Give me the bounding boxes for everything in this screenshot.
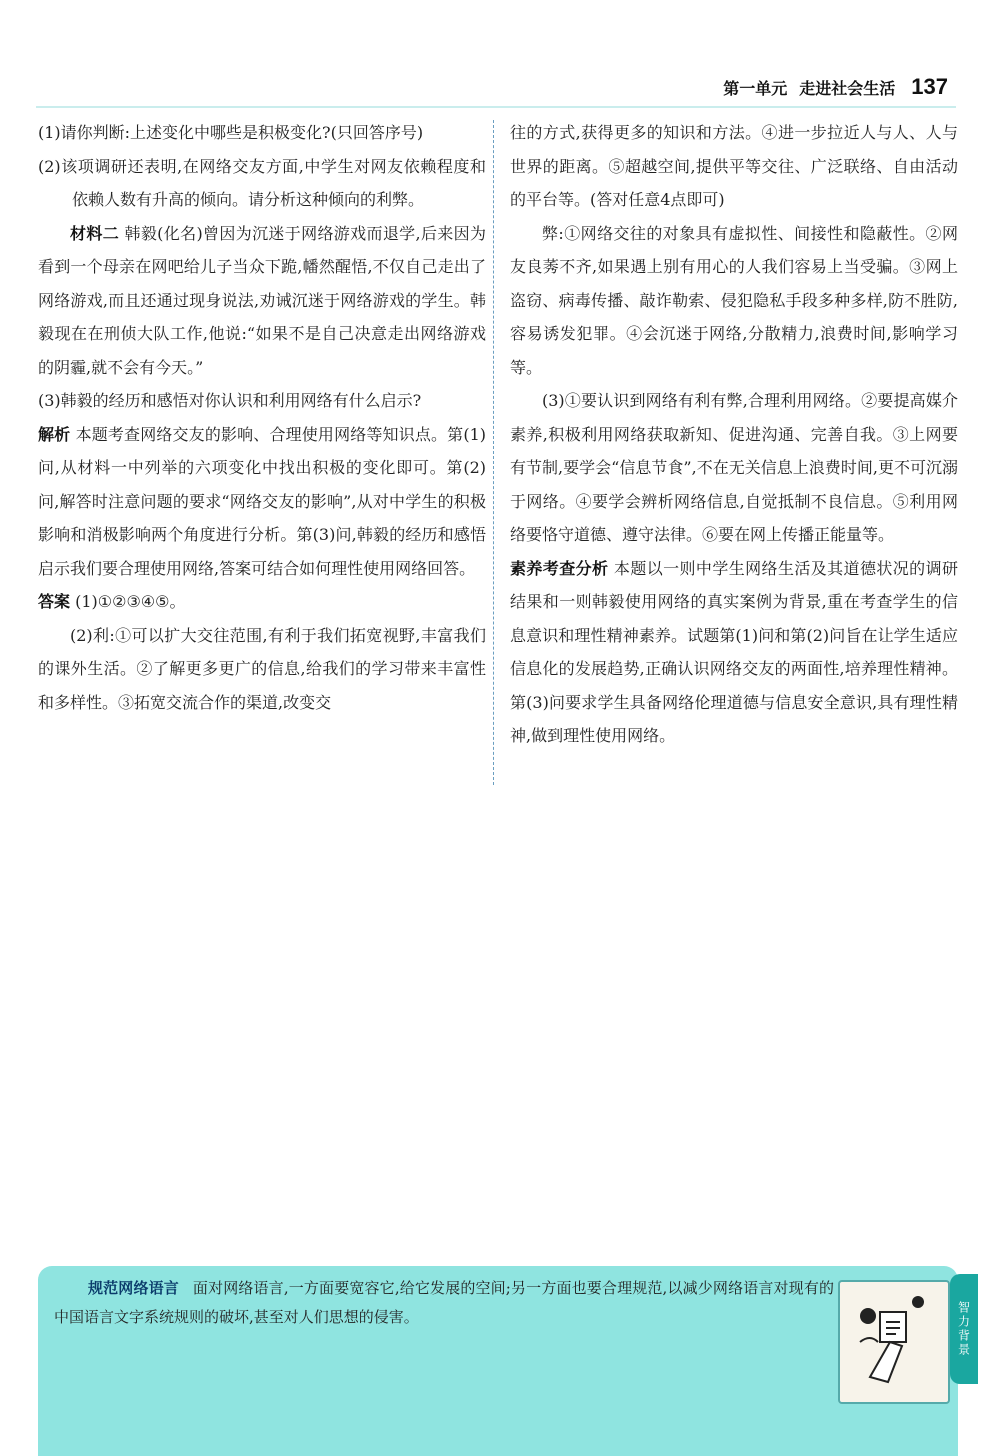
tip-title: 规范网络语言: [88, 1279, 179, 1297]
right-column: [510, 116, 958, 753]
header-rule: [36, 106, 956, 108]
material-2-text: 韩毅(化名)曾因为沉迷于网络游戏而退学,后来因为看到一个母亲在网吧给儿子当众下跪,幡然醒悟,不仅自己走出了网络游戏,而且还通过现身说法,劝诫沉迷于网络游戏的学生。韩毅现在在刑侦大队工作,他说:“如果不是自己决意走出网络游戏的阴霾,就不会有今天。”: [38, 223, 486, 377]
tip-box: [38, 1266, 971, 1456]
unit-label: 第一单元: [723, 78, 788, 98]
analysis-label: 解析: [38, 424, 71, 444]
question-2: (2)该项调研还表明,在网络交友方面,中学生对网友依赖程度和依赖人数有升高的倾向。请分析这种倾向的利弊。: [38, 156, 486, 209]
answer-label: 答案: [38, 592, 71, 611]
answer-1: (1)①②③④⑤。: [75, 592, 186, 611]
analysis-text: 本题考查网络交友的影响、合理使用网络等知识点。第(1)问,从材料一中列举的六项变化中找出积极的变化即可。第(2)问,解答时注意问题的要求“网络交友的影响”,从对中学生的积极影响和消极影响两个角度进行分析。第(3)问,韩毅的经历和感悟启示我们要合理使用网络,答案可结合如何理性使用网络回答。: [38, 424, 486, 578]
tip-text: 面对网络语言,一方面要宽容它,给它发展的空间;另一方面也要合理规范,以减少网络语言对现有的中国语言文字系统规则的破坏,甚至对人们思想的侵害。: [54, 1279, 834, 1326]
advantages-continued: 往的方式,获得更多的知识和方法。④进一步拉近人与人、人与世界的距离。⑤超越空间,提供平等交往、广泛联络、自由活动的平台等。(答对任意4点即可): [510, 123, 958, 209]
answer-3: (3)①要认识到网络有利有弊,合理利用网络。②要提高媒介素养,积极利用网络获取新知、促进沟通、完善自我。③上网要有节制,要学会“信息节食”,不在无关信息上浪费时间,更不可沉溺于网络。④要学会辨析网络信息,自觉抵制不良信息。⑤利用网络要恪守道德、遵守法律。⑥要在网上传播正能量等。: [510, 391, 958, 544]
left-column: [38, 116, 486, 719]
cartoon-illustration: [838, 1280, 950, 1404]
material-2-label: 材料二: [70, 223, 120, 243]
question-1: (1)请你判断:上述变化中哪些是积极变化?(只回答序号): [38, 123, 424, 142]
material-2: [38, 217, 486, 385]
page-header: [723, 74, 948, 100]
literacy-analysis: [510, 552, 958, 753]
unit-title: 走进社会生活: [799, 78, 896, 98]
page-number: 137: [911, 74, 948, 99]
tip-content: [54, 1274, 834, 1332]
literacy-text: 本题以一则中学生网络生活及其道德状况的调研结果和一则韩毅使用网络的真实案例为背景,重在考查学生的信息意识和理性精神素养。试题第(1)问和第(2)问旨在让学生适应信息化的发展趋势,正确认识网络交友的两面性,培养理性精神。第(3)问要求学生具备网络伦理道德与信息安全意识,具有理性精神,做到理性使用网络。: [510, 558, 958, 745]
question-3: (3)韩毅的经历和感悟对你认识和利用网络有什么启示?: [38, 391, 422, 410]
answer: [38, 585, 486, 619]
answer-2-advantages: (2)利:①可以扩大交往范围,有利于我们拓宽视野,丰富我们的课外生活。②了解更多更广的信息,给我们的学习带来丰富性和多样性。③拓宽交流合作的渠道,改变交: [38, 625, 486, 712]
tip-tab: 智力背景: [950, 1274, 978, 1384]
literacy-label: 素养考查分析: [510, 558, 609, 578]
column-divider: [493, 120, 494, 785]
analysis: [38, 418, 486, 586]
disadvantages: 弊:①网络交往的对象具有虚拟性、间接性和隐蔽性。②网友良莠不齐,如果遇上别有用心的人我们容易上当受骗。③网上盗窃、病毒传播、敲诈勒索、侵犯隐私手段多种多样,防不胜防,容易诱发犯罪。④会沉迷于网络,分散精力,浪费时间,影响学习等。: [510, 223, 958, 377]
cartoon-icon: [840, 1282, 948, 1402]
